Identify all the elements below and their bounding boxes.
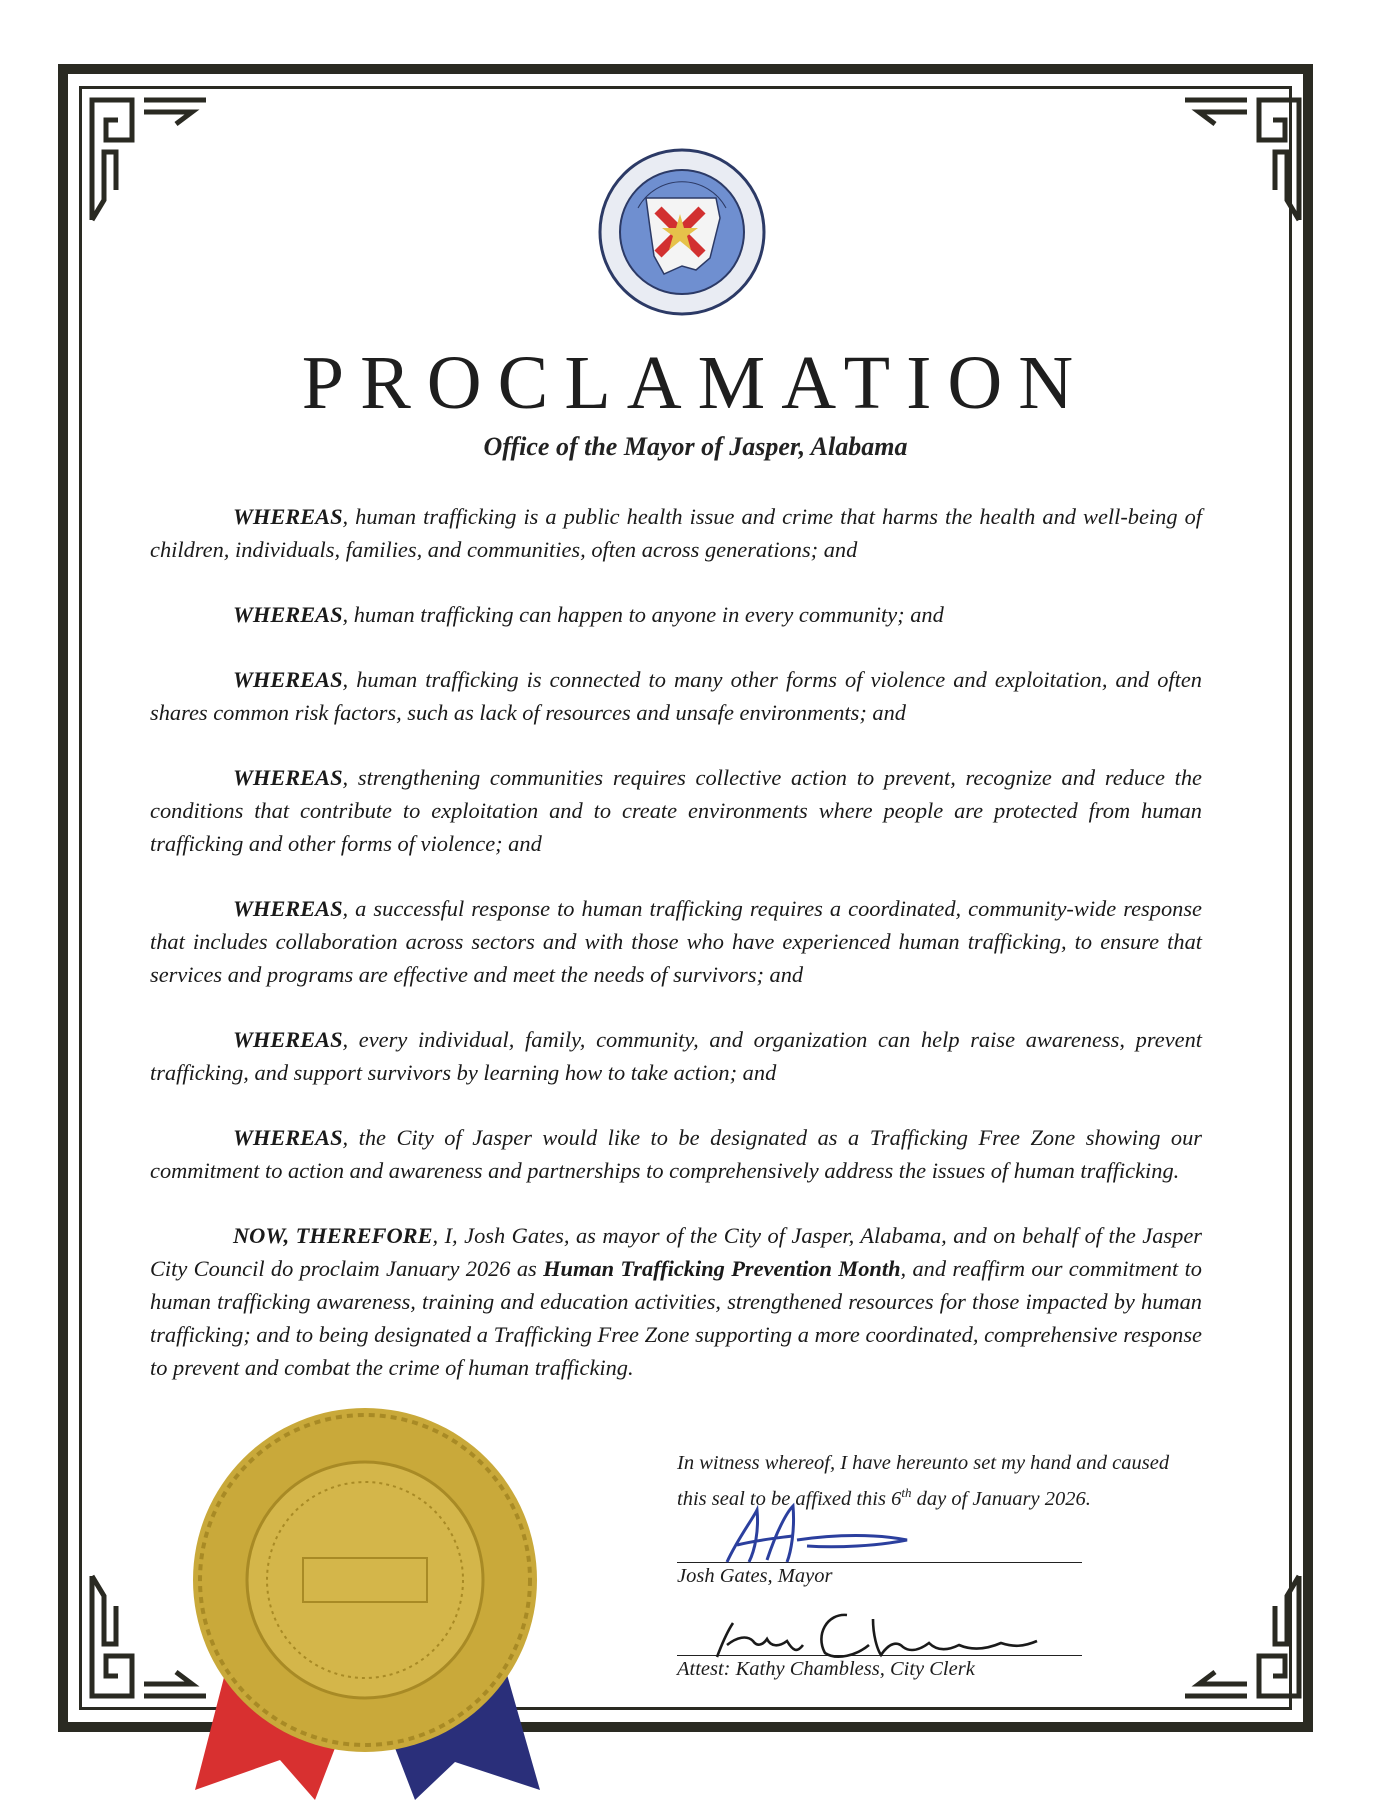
clerk-name: Attest: Kathy Chambless, City Clerk [677, 1658, 975, 1680]
page-subtitle: Office of the Mayor of Jasper, Alabama [483, 432, 908, 461]
paragraph-text: , human trafficking is a public health issue and crime that harms the health and well-being of children, individuals, families, and communities, often across generations; and [150, 504, 1202, 562]
whereas-paragraph [150, 761, 1202, 860]
corner-ornament-top-right [1177, 90, 1307, 230]
gold-foil-seal [185, 1400, 545, 1800]
paragraph-keyword: WHEREAS [233, 765, 343, 790]
mayor-signature [697, 1500, 1077, 1570]
whereas-paragraph [150, 1023, 1202, 1089]
paragraph-keyword: WHEREAS [233, 667, 343, 692]
paragraph-keyword: WHEREAS [233, 504, 343, 529]
paragraph-text: , every individual, family, community, and organization can help raise awareness, prevent trafficking, and support survivors by learning how to take action; and [150, 1027, 1202, 1085]
witness-line-2-start: this seal to be affixed this 6 [677, 1487, 902, 1510]
proclamation-body [150, 500, 1202, 1416]
paragraph-text: , strengthening communities requires collective action to prevent, recognize and reduce the conditions that contribute to exploitation and to create environments where people are protected from human trafficking and other forms of violence; and [150, 765, 1202, 856]
whereas-paragraph [150, 500, 1202, 566]
paragraph-text: , the City of Jasper would like to be designated as a Trafficking Free Zone showing our commitment to action and awareness and partnerships to comprehensively address the issues of human trafficking. [150, 1125, 1202, 1183]
paragraph-keyword: WHEREAS [233, 1125, 343, 1150]
whereas-paragraph [150, 892, 1202, 991]
city-of-jasper-seal [598, 148, 766, 316]
mayor-name: Josh Gates, Mayor [677, 1565, 833, 1587]
corner-ornament-bottom-right [1177, 1566, 1307, 1706]
paragraph-keyword: WHEREAS [233, 896, 343, 921]
observance-name: Human Trafficking Prevention Month [543, 1256, 901, 1281]
corner-ornament-top-left [84, 90, 214, 230]
clerk-signature-block [677, 1655, 1082, 1681]
witness-line-2-end: day of January 2026. [911, 1487, 1091, 1510]
paragraph-text: , human trafficking is connected to many other forms of violence and exploitation, and often shares common risk factors, such as lack of resources and unsafe environments; and [150, 667, 1202, 725]
paragraph-keyword: WHEREAS [233, 1027, 343, 1052]
therefore-text-before: , I, Josh Gates, as mayor of the City of Jasper, Alabama, and on behalf of the Jasper City Council do proclaim January 2026 as [150, 1223, 1202, 1281]
clerk-signature [697, 1595, 1077, 1665]
witness-line-1: In witness whereof, I have hereunto set my hand and caused [677, 1452, 1170, 1474]
paragraph-text: , human trafficking can happen to anyone in every community; and [342, 602, 944, 627]
mayor-signature-block [677, 1562, 1082, 1588]
witness-ordinal: th [901, 1485, 912, 1500]
whereas-paragraph [150, 663, 1202, 729]
whereas-paragraph [150, 598, 1202, 631]
therefore-paragraph [150, 1219, 1202, 1384]
whereas-paragraph [150, 1121, 1202, 1187]
page-title: PROCLAMATION [301, 341, 1090, 425]
paragraph-keyword: WHEREAS [233, 602, 343, 627]
therefore-keyword: NOW, THEREFORE [233, 1223, 433, 1248]
therefore-text-after: , and reaffirm our commitment to human trafficking awareness, training and education activities, strengthened resources for those impacted by human trafficking; and to being designated a Trafficking Free Zone supporting a more coordinated, comprehensive response to prevent and combat the crime of human trafficking. [150, 1256, 1202, 1380]
paragraph-text: , a successful response to human trafficking requires a coordinated, community-wide response that includes collaboration across sectors and with those who have experienced human trafficking, to ensure that services and programs are effective and meet the needs of survivors; and [150, 896, 1202, 987]
